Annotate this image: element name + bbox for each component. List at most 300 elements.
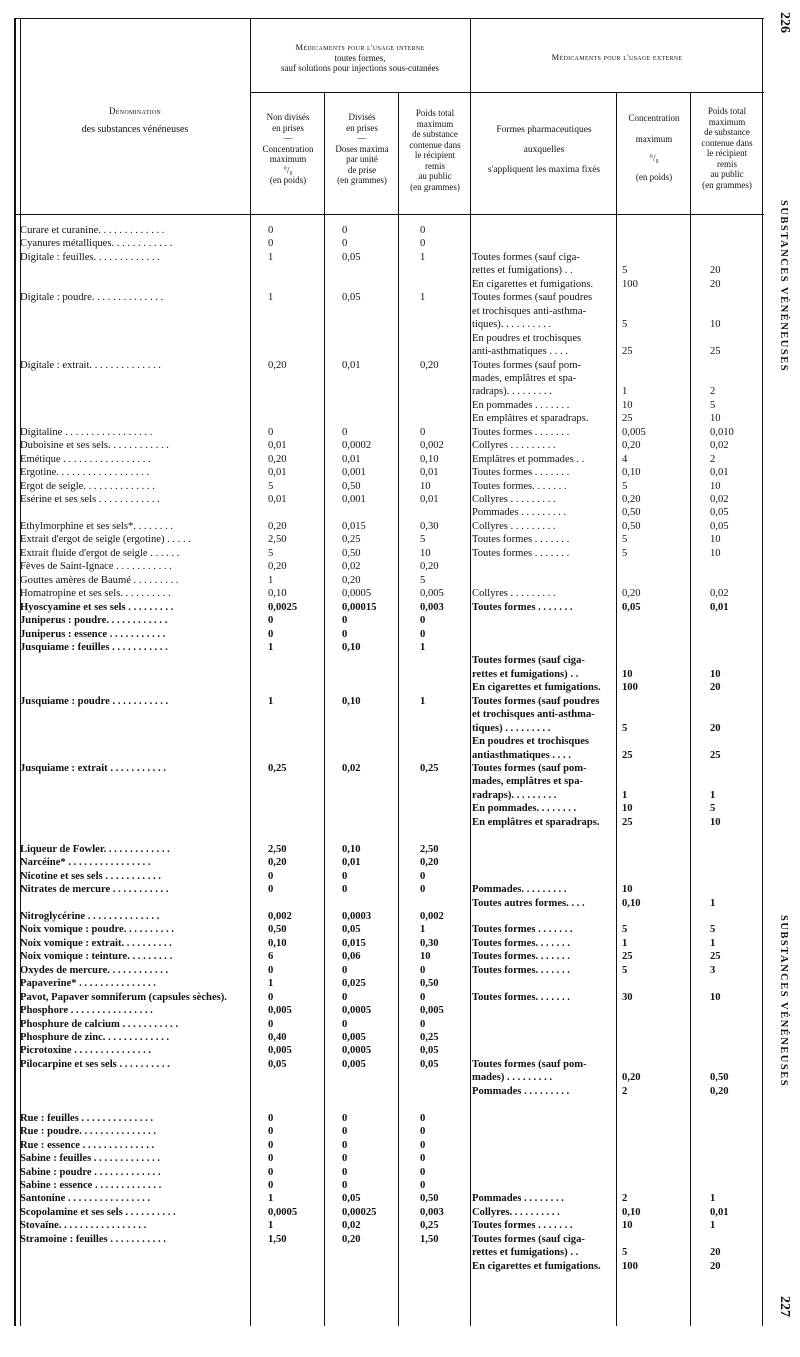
cell-dv: 0,0005 xyxy=(342,1045,372,1057)
cell-name: Pavot, Papaver somniferum (capsules sèches). xyxy=(20,991,227,1003)
table-row xyxy=(14,345,764,359)
cell-pt: 0,30 xyxy=(420,937,439,949)
cell-pt: 0,005 xyxy=(420,588,444,600)
table-row xyxy=(14,305,764,319)
cell-ce: 25 xyxy=(622,816,633,828)
cell-pe: 0,02 xyxy=(710,588,729,600)
cell-dv: 0 xyxy=(342,870,348,882)
cell-ce: 0,10 xyxy=(622,467,641,479)
cell-pt: 0,01 xyxy=(420,467,439,479)
cell-ce: 0,50 xyxy=(622,507,641,519)
cell-pe: 0,20 xyxy=(710,1085,729,1097)
table-row xyxy=(14,439,764,453)
cell-ce: 100 xyxy=(622,1260,638,1272)
table-row xyxy=(14,1098,764,1112)
cell-pe: 20 xyxy=(710,278,721,290)
cell-name: Extrait fluide d'ergot de seigle . . . . . . xyxy=(20,547,180,559)
cell-f: Emplâtres et pommades . . xyxy=(472,453,585,465)
table-row xyxy=(14,1152,764,1166)
header-line: de substance xyxy=(412,129,458,139)
cell-f: Pommades. . . . . . . . . xyxy=(472,884,567,896)
cell-ce: 1 xyxy=(622,789,628,801)
cell-dv: 0,50 xyxy=(342,547,361,559)
cell-f: Pommades . . . . . . . . . xyxy=(472,1085,570,1097)
table-row xyxy=(14,1018,764,1032)
cell-f: Toutes formes (sauf poudres xyxy=(472,292,593,304)
table-row xyxy=(14,1112,764,1126)
table-row xyxy=(14,466,764,480)
cell-dv: 0,00015 xyxy=(342,601,377,613)
header-formes xyxy=(472,124,616,176)
cell-name: Juniperus : essence . . . . . . . . . . . xyxy=(20,628,166,640)
table-row xyxy=(14,1044,764,1058)
side-title-bottom: SUBSTANCES VÉNÉNEUSES xyxy=(778,915,789,1088)
table-row xyxy=(14,278,764,292)
cell-dv: 0,10 xyxy=(342,641,361,653)
cell-ce: 25 xyxy=(622,749,633,761)
cell-f: Toutes formes . . . . . . . xyxy=(472,467,570,479)
cell-pe: 10 xyxy=(710,413,721,425)
cell-dv: 0,015 xyxy=(342,520,366,532)
cell-pe: 10 xyxy=(710,480,721,492)
cell-name: Phosphure de calcium . . . . . . . . . . . xyxy=(20,1018,179,1030)
cell-pt: 0 xyxy=(420,884,426,896)
cell-ce: 5 xyxy=(622,480,628,492)
table-row xyxy=(14,372,764,386)
cell-pt: 0 xyxy=(420,870,426,882)
table-row xyxy=(14,264,764,278)
cell-ce: 0,05 xyxy=(622,601,641,613)
cell-pt: 0,30 xyxy=(420,520,439,532)
header-line: (en poids) xyxy=(269,175,307,185)
cell-f: Toutes formes (sauf ciga- xyxy=(472,251,580,263)
cell-f: Toutes formes (sauf pom- xyxy=(472,1058,587,1070)
table-row xyxy=(14,762,764,776)
cell-dv: 0 xyxy=(342,1112,348,1124)
table-row xyxy=(14,950,764,964)
cell-ce: 1 xyxy=(622,386,628,398)
cell-dv: 0,20 xyxy=(342,1233,361,1245)
cell-nd: 0,01 xyxy=(268,467,287,479)
cell-f: En poudres et trochisques xyxy=(472,332,582,344)
table-row xyxy=(14,412,764,426)
cell-pt: 1 xyxy=(420,641,426,653)
table-row xyxy=(14,385,764,399)
table-row xyxy=(14,359,764,373)
header-line: au public xyxy=(418,171,452,181)
cell-f: rettes et fumigations) . . xyxy=(472,668,579,680)
cell-f: Toutes formes (sauf ciga- xyxy=(472,1233,585,1245)
cell-pt: 10 xyxy=(420,480,431,492)
table-row xyxy=(14,1058,764,1072)
cell-pt: 5 xyxy=(420,534,426,546)
header-line: (en grammes) xyxy=(702,179,752,190)
cell-name: Juniperus : poudre. . . . . . . . . . . . xyxy=(20,615,168,627)
header-line: remis xyxy=(717,158,737,169)
cell-pt: 0,005 xyxy=(420,1005,444,1017)
table-row xyxy=(14,829,764,843)
cell-pe: 10 xyxy=(710,534,721,546)
cell-dv: 0,0002 xyxy=(342,440,372,452)
header-line: Concentration xyxy=(262,143,314,154)
cell-name: Rue : feuilles . . . . . . . . . . . . . . xyxy=(20,1112,154,1124)
table-row xyxy=(14,641,764,655)
page-number-top: 226 xyxy=(777,12,792,33)
cell-nd: 2,50 xyxy=(268,534,287,546)
cell-dv: 0,02 xyxy=(342,561,361,573)
table-row xyxy=(14,1246,764,1260)
cell-pt: 2,50 xyxy=(420,843,439,855)
cell-f: En pommades. . . . . . . . xyxy=(472,803,577,815)
cell-dv: 0 xyxy=(342,225,348,236)
cell-ce: 100 xyxy=(622,682,638,694)
cell-pt: 5 xyxy=(420,574,426,586)
cell-nd: 0,20 xyxy=(268,561,287,573)
cell-f: mades) . . . . . . . . . xyxy=(472,1072,553,1084)
table-row xyxy=(14,991,764,1005)
table-row xyxy=(14,735,764,749)
cell-f: Collyres . . . . . . . . . xyxy=(472,588,556,600)
cell-pt: 0 xyxy=(420,964,426,976)
cell-nd: 0 xyxy=(268,628,274,640)
header-line: en prises xyxy=(346,122,378,133)
cell-name: Jusquiame : poudre . . . . . . . . . . . xyxy=(20,695,169,707)
cell-pt: 1,50 xyxy=(420,1233,439,1245)
cell-f: radraps). . . . . . . . . xyxy=(472,789,557,801)
cell-f: En poudres et trochisques xyxy=(472,736,590,748)
cell-dv: 0,015 xyxy=(342,937,366,949)
cell-dv: 0,02 xyxy=(342,1220,361,1232)
cell-f: mades, emplâtres et spa- xyxy=(472,776,584,788)
cell-dv: 0 xyxy=(342,1139,348,1151)
cell-f: Toutes formes. . . . . . . xyxy=(472,951,570,963)
table-row xyxy=(14,1179,764,1193)
cell-f: Toutes formes. . . . . . . xyxy=(472,937,570,949)
cell-nd: 0 xyxy=(268,1179,274,1191)
header-line: Formes pharmaceutiques xyxy=(496,125,592,135)
cell-ce: 5 xyxy=(622,319,628,331)
cell-pe: 20 xyxy=(710,682,721,694)
table-row xyxy=(14,628,764,642)
cell-name: Digitale : poudre. . . . . . . . . . . . . . xyxy=(20,292,164,304)
cell-nd: 0 xyxy=(268,225,274,236)
header-denomination-line: Dénomination xyxy=(108,106,162,116)
cell-ce: 1 xyxy=(622,937,628,949)
cell-dv: 0,01 xyxy=(342,359,361,371)
cell-dv: 0,00025 xyxy=(342,1206,377,1218)
cell-name: Narcéine* . . . . . . . . . . . . . . . . xyxy=(20,857,151,869)
header-line: (en poids) xyxy=(635,172,673,182)
cell-name: Noix vomique : extrait. . . . . . . . . . xyxy=(20,937,172,949)
cell-f: Collyres. . . . . . . . . . xyxy=(472,1206,560,1218)
cell-dv: 0,005 xyxy=(342,1058,366,1070)
cell-pt: 0,25 xyxy=(420,763,439,774)
cell-pt: 0,05 xyxy=(420,1058,439,1070)
header-line: auxquelles xyxy=(523,145,565,155)
cell-ce: 0,20 xyxy=(622,588,641,600)
table-row xyxy=(14,843,764,857)
cell-pt: 0 xyxy=(420,1166,426,1178)
table-row xyxy=(14,547,764,561)
cell-name: Phosphore . . . . . . . . . . . . . . . . xyxy=(20,1005,153,1017)
table-row xyxy=(14,722,764,736)
cell-nd: 0,0025 xyxy=(268,601,298,613)
cell-pt: 1 xyxy=(420,292,426,304)
header-line: °/₀ xyxy=(649,153,659,163)
cell-ce: 25 xyxy=(622,951,633,963)
table-row xyxy=(14,1260,764,1274)
cell-name: Gouttes amères de Baumé . . . . . . . . . xyxy=(20,574,179,586)
cell-f: Toutes formes . . . . . . . xyxy=(472,534,570,546)
cell-nd: 0 xyxy=(268,1126,274,1138)
cell-dv: 0,005 xyxy=(342,1032,366,1043)
cell-ce: 0,005 xyxy=(622,426,646,438)
cell-ce: 0,20 xyxy=(622,1072,641,1084)
cell-dv: 0,025 xyxy=(342,978,366,990)
cell-f: Toutes formes (sauf ciga- xyxy=(472,655,585,667)
cell-name: Pilocarpine et ses sels . . . . . . . . . . xyxy=(20,1058,170,1070)
cell-nd: 0 xyxy=(268,426,274,438)
cell-pe: 2 xyxy=(710,386,716,398)
table-row xyxy=(14,937,764,951)
cell-pe: 0,05 xyxy=(710,507,729,519)
table-row xyxy=(14,587,764,601)
table-row xyxy=(14,480,764,494)
cell-pt: 0 xyxy=(420,1112,426,1124)
table-row xyxy=(14,399,764,413)
table-row xyxy=(14,668,764,682)
cell-name: Stramoine : feuilles . . . . . . . . . . . xyxy=(20,1233,166,1245)
cell-name: Picrotoxine . . . . . . . . . . . . . . . xyxy=(20,1045,152,1057)
cell-ce: 2 xyxy=(622,1085,628,1097)
cell-pt: 0,20 xyxy=(420,561,439,573)
table-row xyxy=(14,1206,764,1220)
cell-f: Toutes formes . . . . . . . xyxy=(472,426,570,438)
header-line: maximum xyxy=(416,118,454,129)
cell-pe: 0,50 xyxy=(710,1072,729,1084)
cell-nd: 0 xyxy=(268,238,274,250)
cell-name: Santonine . . . . . . . . . . . . . . . . xyxy=(20,1193,151,1205)
cell-name: Phosphure de zinc. . . . . . . . . . . . . xyxy=(20,1032,170,1043)
table-row xyxy=(14,224,764,238)
cell-dv: 0 xyxy=(342,964,348,976)
cell-pt: 0 xyxy=(420,1018,426,1030)
cell-name: Digitaline . . . . . . . . . . . . . . . . . xyxy=(20,426,153,438)
cell-f: et trochisques anti-asthma- xyxy=(472,305,587,317)
cell-dv: 0,0005 xyxy=(342,1005,372,1017)
cell-f: Collyres . . . . . . . . . xyxy=(472,494,556,505)
side-title-top: SUBSTANCES VÉNÉNEUSES xyxy=(778,200,789,373)
cell-nd: 0,25 xyxy=(268,763,287,774)
header-externe-line: Médicaments pour l'usage externe xyxy=(551,52,683,62)
cell-name: Oxydes de mercure. . . . . . . . . . . . xyxy=(20,964,169,976)
cell-f: En pommades . . . . . . . xyxy=(472,399,570,411)
header-line: contenue dans xyxy=(701,137,753,148)
cell-pt: 0,003 xyxy=(420,1206,444,1218)
cell-f: et trochisques anti-asthma- xyxy=(472,709,595,721)
cell-ce: 0,10 xyxy=(622,897,641,909)
cell-dv: 0,25 xyxy=(342,534,361,546)
cell-pt: 10 xyxy=(420,547,431,559)
cell-pt: 0,25 xyxy=(420,1032,439,1043)
header-line: s'appliquent les maxima fixés xyxy=(487,165,601,175)
table-row xyxy=(14,520,764,534)
cell-dv: 0 xyxy=(342,1179,348,1191)
header-line: de substance xyxy=(704,127,750,137)
header-denomination xyxy=(24,106,246,135)
header-interne-line: sauf solutions pour injections sous-cutanées xyxy=(281,63,439,73)
cell-pt: 0 xyxy=(420,1153,426,1165)
table-row xyxy=(14,1125,764,1139)
cell-dv: 0 xyxy=(342,1153,348,1165)
table-row xyxy=(14,654,764,668)
header-line: par unité xyxy=(346,154,378,164)
header-interne-line: toutes formes, xyxy=(334,52,386,63)
cell-f: Toutes formes. . . . . . . xyxy=(472,480,567,492)
cell-f: antiasthmatiques . . . . xyxy=(472,749,571,761)
table-row xyxy=(14,1166,764,1180)
cell-name: Noix vomique : poudre. . . . . . . . . . xyxy=(20,924,175,936)
cell-pt: 0 xyxy=(420,1179,426,1191)
table-row xyxy=(14,601,764,615)
cell-f: Toutes formes (sauf pom- xyxy=(472,763,587,774)
cell-nd: 0 xyxy=(268,1153,274,1165)
header-line: Concentration xyxy=(628,113,680,123)
page-number-bottom: 227 xyxy=(777,1296,792,1317)
cell-pt: 0,002 xyxy=(420,440,444,452)
cell-name: Nitrates de mercure . . . . . . . . . . . xyxy=(20,884,169,896)
table-row xyxy=(14,1139,764,1153)
cell-nd: 0,005 xyxy=(268,1005,292,1017)
cell-nd: 1 xyxy=(268,1193,274,1205)
cell-name: Nitroglycérine . . . . . . . . . . . . . . xyxy=(20,910,160,922)
cell-pe: 20 xyxy=(710,1260,721,1272)
cell-nd: 5 xyxy=(268,547,274,559)
header-line: °/₀ xyxy=(283,164,293,175)
cell-nd: 0 xyxy=(268,1112,274,1124)
cell-name: Rue : essence . . . . . . . . . . . . . . xyxy=(20,1139,155,1151)
header-line: (en grammes) xyxy=(410,181,460,192)
cell-dv: 0,10 xyxy=(342,695,361,707)
cell-ce: 5 xyxy=(622,924,628,936)
cell-nd: 0,10 xyxy=(268,937,287,949)
cell-pe: 0,010 xyxy=(710,426,734,438)
table-row xyxy=(14,426,764,440)
cell-pe: 0,02 xyxy=(710,494,729,505)
cell-f: Toutes formes (sauf poudres xyxy=(472,695,600,707)
table-row xyxy=(14,870,764,884)
cell-dv: 0 xyxy=(342,1018,348,1030)
cell-f: anti-asthmatiques . . . . xyxy=(472,346,568,358)
header-line: le récipient xyxy=(414,150,456,160)
table-row xyxy=(14,883,764,897)
cell-pe: 5 xyxy=(710,803,716,815)
cell-name: Nicotine et ses sels . . . . . . . . . . . xyxy=(20,870,161,882)
poison-table xyxy=(14,18,764,1326)
cell-name: Cyanures métalliques. . . . . . . . . . . . xyxy=(20,238,173,250)
cell-dv: 0 xyxy=(342,238,348,250)
cell-nd: 0,01 xyxy=(268,494,287,505)
table-row xyxy=(14,695,764,709)
cell-name: Sabine : feuilles . . . . . . . . . . . . . xyxy=(20,1153,161,1165)
header-line: Poids total xyxy=(415,108,455,118)
cell-pt: 0 xyxy=(420,991,426,1003)
table-row xyxy=(14,1031,764,1045)
cell-f: Collyres . . . . . . . . . xyxy=(472,440,556,452)
cell-nd: 1,50 xyxy=(268,1233,287,1245)
cell-pt: 0 xyxy=(420,225,426,236)
cell-ce: 0,20 xyxy=(622,494,641,505)
table-row xyxy=(14,318,764,332)
cell-pt: 0,10 xyxy=(420,453,439,465)
cell-nd: 0,002 xyxy=(268,910,292,922)
cell-nd: 2,50 xyxy=(268,843,287,855)
cell-name: Ergot de seigle. . . . . . . . . . . . . . xyxy=(20,480,155,492)
cell-ce: 10 xyxy=(622,803,633,815)
cell-pe: 20 xyxy=(710,1247,721,1259)
cell-nd: 1 xyxy=(268,695,274,707)
cell-pt: 0 xyxy=(420,1126,426,1138)
cell-pt: 0,20 xyxy=(420,359,439,371)
cell-pe: 1 xyxy=(710,789,716,801)
cell-f: Collyres . . . . . . . . . xyxy=(472,520,556,532)
table-row xyxy=(14,291,764,305)
table-row xyxy=(14,453,764,467)
cell-pt: 0,01 xyxy=(420,494,439,505)
cell-f: Toutes autres formes. . . . xyxy=(472,897,585,909)
cell-pt: 0 xyxy=(420,426,426,438)
cell-pt: 0 xyxy=(420,1139,426,1151)
cell-ce: 10 xyxy=(622,1220,633,1232)
cell-ce: 0,50 xyxy=(622,520,641,532)
cell-nd: 0 xyxy=(268,615,274,627)
cell-f: En cigarettes et fumigations. xyxy=(472,1260,601,1272)
header-line: (en grammes) xyxy=(337,175,387,185)
cell-nd: 0 xyxy=(268,884,274,896)
cell-name: Sabine : essence . . . . . . . . . . . . . xyxy=(20,1179,162,1191)
cell-pt: 1 xyxy=(420,251,426,263)
cell-pt: 0,50 xyxy=(420,1193,439,1205)
cell-name: Rue : poudre. . . . . . . . . . . . . . . xyxy=(20,1126,157,1138)
cell-f: rettes et fumigations) . . xyxy=(472,1247,579,1259)
table-row xyxy=(14,897,764,911)
header-line: au public xyxy=(710,169,744,179)
table-row xyxy=(14,708,764,722)
cell-pt: 10 xyxy=(420,951,431,963)
table-row xyxy=(14,775,764,789)
cell-pe: 1 xyxy=(710,1193,716,1205)
cell-ce: 5 xyxy=(622,547,628,559)
table-row xyxy=(14,802,764,816)
table-row xyxy=(14,856,764,870)
cell-ce: 25 xyxy=(622,413,633,425)
cell-pt: 0 xyxy=(420,628,426,640)
cell-pe: 0,01 xyxy=(710,601,729,613)
header-divises xyxy=(326,112,398,186)
cell-pe: 2 xyxy=(710,453,716,465)
cell-nd: 0 xyxy=(268,1139,274,1151)
cell-pe: 10 xyxy=(710,816,721,828)
header-line: maximum xyxy=(269,154,307,164)
cell-ce: 0,20 xyxy=(622,440,641,452)
cell-name: Noix vomique : teinture. . . . . . . . . xyxy=(20,951,173,963)
cell-f: tiques). . . . . . . . . . xyxy=(472,319,552,331)
cell-f: Toutes formes . . . . . . . xyxy=(472,924,573,936)
cell-ce: 10 xyxy=(622,668,633,680)
cell-pe: 1 xyxy=(710,937,716,949)
cell-f: En emplâtres et sparadraps. xyxy=(472,816,600,828)
cell-dv: 0,05 xyxy=(342,251,361,263)
